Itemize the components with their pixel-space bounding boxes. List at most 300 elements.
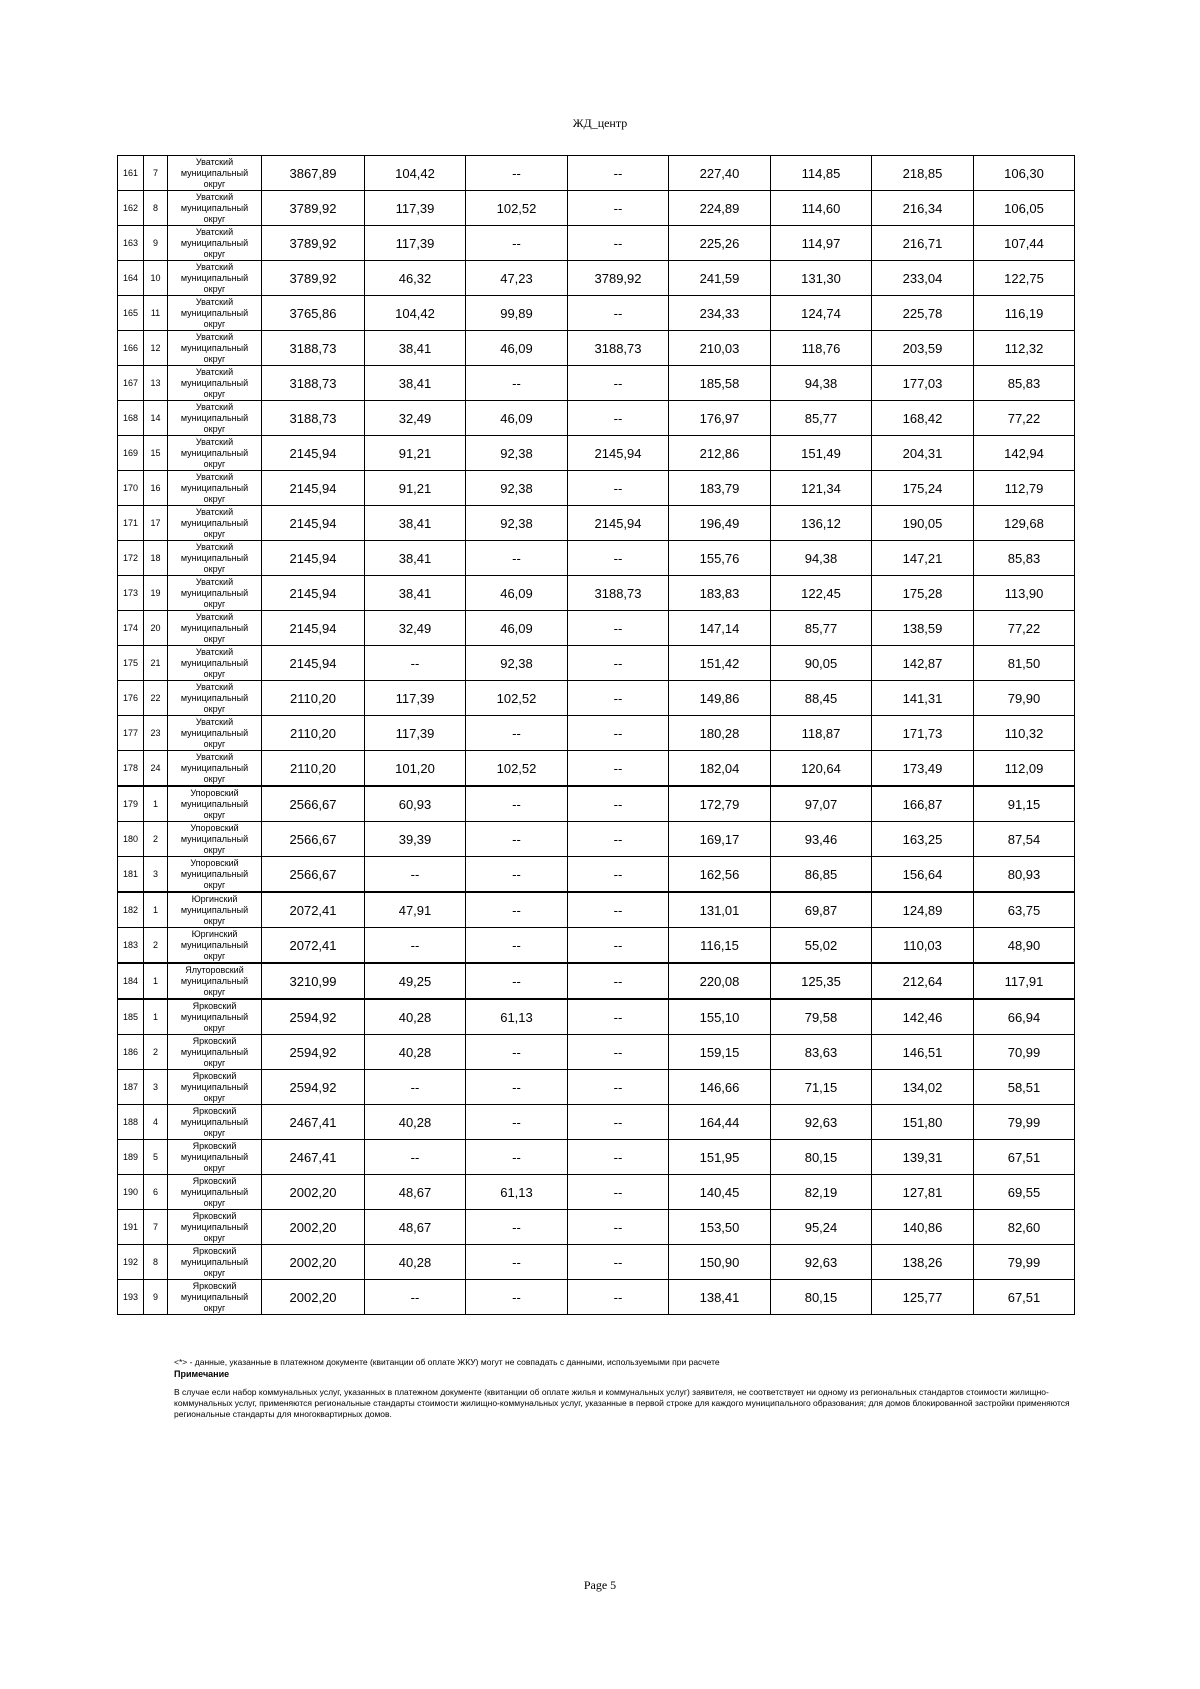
municipality-name-line: муниципальный bbox=[180, 447, 249, 458]
row-number-cell: 186 bbox=[118, 1035, 144, 1070]
row-number-cell: 174 bbox=[118, 611, 144, 646]
value-cell: 127,81 bbox=[872, 1175, 974, 1210]
value-cell: -- bbox=[365, 1070, 466, 1105]
value-cell: 3188,73 bbox=[262, 366, 365, 401]
municipality-name-line: муниципальный bbox=[180, 272, 249, 283]
sub-number-cell: 8 bbox=[144, 1245, 168, 1280]
municipality-name-line: Ярковский bbox=[192, 1105, 237, 1116]
value-cell: -- bbox=[568, 857, 669, 893]
value-cell: 79,99 bbox=[974, 1245, 1075, 1280]
table-row bbox=[118, 261, 1075, 296]
municipality-name-line: муниципальный bbox=[180, 904, 249, 915]
value-cell: 91,21 bbox=[365, 471, 466, 506]
municipality-cell bbox=[168, 261, 262, 296]
value-cell: 149,86 bbox=[669, 681, 771, 716]
row-number-cell: 189 bbox=[118, 1140, 144, 1175]
row-number-cell: 168 bbox=[118, 401, 144, 436]
row-number-cell: 179 bbox=[118, 786, 144, 822]
value-cell: 2145,94 bbox=[262, 436, 365, 471]
value-cell: -- bbox=[568, 928, 669, 964]
value-cell: 2145,94 bbox=[262, 541, 365, 576]
municipality-cell bbox=[168, 646, 262, 681]
value-cell: -- bbox=[466, 963, 568, 999]
municipality-cell bbox=[168, 1035, 262, 1070]
municipality-cell bbox=[168, 401, 262, 436]
municipality-name-line: Ялуторовский bbox=[185, 964, 244, 975]
value-cell: 80,93 bbox=[974, 857, 1075, 893]
row-number-cell: 169 bbox=[118, 436, 144, 471]
value-cell: 118,87 bbox=[771, 716, 872, 751]
value-cell: -- bbox=[466, 1210, 568, 1245]
sub-number-cell: 24 bbox=[144, 751, 168, 787]
municipality-cell bbox=[168, 191, 262, 226]
sub-number-cell: 1 bbox=[144, 786, 168, 822]
note-body: В случае если набор коммунальных услуг, указанных в платежном документе (квитанции об оплате жилья и коммунальных услуг) заявителя, не соответствует ни одному из региональных стандартов стоимости жилищно-коммунальных услуг, применяются региональные стандарты стоимости жилищно-коммунальных услуг, указанные в первой строке для каждого муниципального образования; для домов блокированной застройки применяются региональные стандарты для многоквартирных домов. bbox=[174, 1387, 1070, 1419]
value-cell: 2072,41 bbox=[262, 928, 365, 964]
table-row bbox=[118, 1210, 1075, 1245]
municipality-name-line: Ярковский bbox=[192, 1245, 237, 1256]
municipality-name-line: Уватский bbox=[195, 541, 234, 552]
value-cell: 138,26 bbox=[872, 1245, 974, 1280]
value-cell: 2110,20 bbox=[262, 716, 365, 751]
municipality-name-line: муниципальный bbox=[180, 1011, 249, 1022]
value-cell: 91,15 bbox=[974, 786, 1075, 822]
value-cell: 92,63 bbox=[771, 1105, 872, 1140]
value-cell: -- bbox=[466, 1280, 568, 1315]
value-cell: 2594,92 bbox=[262, 1070, 365, 1105]
value-cell: 2594,92 bbox=[262, 1035, 365, 1070]
row-number-cell: 170 bbox=[118, 471, 144, 506]
value-cell: 97,07 bbox=[771, 786, 872, 822]
value-cell: -- bbox=[365, 646, 466, 681]
value-cell: -- bbox=[466, 1035, 568, 1070]
value-cell: 94,38 bbox=[771, 366, 872, 401]
sub-number-cell: 11 bbox=[144, 296, 168, 331]
municipality-name-line: округ bbox=[203, 1267, 226, 1278]
value-cell: -- bbox=[568, 226, 669, 261]
municipality-cell bbox=[168, 963, 262, 999]
value-cell: 172,79 bbox=[669, 786, 771, 822]
sub-number-cell: 21 bbox=[144, 646, 168, 681]
municipality-name-line: муниципальный bbox=[180, 1046, 249, 1057]
value-cell: 55,02 bbox=[771, 928, 872, 964]
municipality-name-line: муниципальный bbox=[180, 1151, 249, 1162]
municipality-name-line: Юргинский bbox=[191, 928, 238, 939]
value-cell: 3789,92 bbox=[262, 226, 365, 261]
municipality-name-line: муниципальный bbox=[180, 1291, 249, 1302]
municipality-name-line: округ bbox=[203, 213, 226, 224]
row-number-cell: 163 bbox=[118, 226, 144, 261]
value-cell: -- bbox=[568, 1175, 669, 1210]
value-cell: 142,46 bbox=[872, 999, 974, 1035]
municipality-name-line: Ярковский bbox=[192, 1280, 237, 1291]
table-row bbox=[118, 857, 1075, 893]
value-cell: 117,39 bbox=[365, 716, 466, 751]
municipality-name-line: муниципальный bbox=[180, 202, 249, 213]
municipality-name-line: Ярковский bbox=[192, 1175, 237, 1186]
table-row bbox=[118, 576, 1075, 611]
value-cell: 86,85 bbox=[771, 857, 872, 893]
table-body bbox=[118, 156, 1075, 1315]
value-cell: 102,52 bbox=[466, 681, 568, 716]
value-cell: 139,31 bbox=[872, 1140, 974, 1175]
value-cell: 134,02 bbox=[872, 1070, 974, 1105]
municipality-name-line: муниципальный bbox=[180, 517, 249, 528]
value-cell: 92,63 bbox=[771, 1245, 872, 1280]
value-cell: 153,50 bbox=[669, 1210, 771, 1245]
value-cell: 196,49 bbox=[669, 506, 771, 541]
value-cell: 71,15 bbox=[771, 1070, 872, 1105]
row-number-cell: 191 bbox=[118, 1210, 144, 1245]
value-cell: 125,35 bbox=[771, 963, 872, 999]
municipality-name-line: Уватский bbox=[195, 191, 234, 202]
municipality-name-line: округ bbox=[203, 388, 226, 399]
table-row bbox=[118, 751, 1075, 787]
table-row bbox=[118, 963, 1075, 999]
value-cell: 241,59 bbox=[669, 261, 771, 296]
row-number-cell: 185 bbox=[118, 999, 144, 1035]
value-cell: 117,39 bbox=[365, 191, 466, 226]
municipality-cell bbox=[168, 1140, 262, 1175]
value-cell: 40,28 bbox=[365, 999, 466, 1035]
municipality-name-line: Уватский bbox=[195, 436, 234, 447]
municipality-name-line: округ bbox=[203, 318, 226, 329]
value-cell: 140,45 bbox=[669, 1175, 771, 1210]
municipality-name-line: округ bbox=[203, 1022, 226, 1033]
value-cell: 142,94 bbox=[974, 436, 1075, 471]
value-cell: 166,87 bbox=[872, 786, 974, 822]
value-cell: 2467,41 bbox=[262, 1140, 365, 1175]
value-cell: 173,49 bbox=[872, 751, 974, 787]
municipality-name-line: муниципальный bbox=[180, 377, 249, 388]
value-cell: -- bbox=[365, 857, 466, 893]
value-cell: 212,64 bbox=[872, 963, 974, 999]
value-cell: -- bbox=[568, 999, 669, 1035]
municipality-cell bbox=[168, 156, 262, 191]
value-cell: -- bbox=[466, 892, 568, 928]
municipality-name-line: муниципальный bbox=[180, 167, 249, 178]
sub-number-cell: 14 bbox=[144, 401, 168, 436]
value-cell: 90,05 bbox=[771, 646, 872, 681]
value-cell: 112,32 bbox=[974, 331, 1075, 366]
municipality-name-line: округ bbox=[203, 703, 226, 714]
municipality-name-line: муниципальный bbox=[180, 657, 249, 668]
value-cell: 92,38 bbox=[466, 506, 568, 541]
value-cell: 183,79 bbox=[669, 471, 771, 506]
municipality-name-line: округ bbox=[203, 598, 226, 609]
value-cell: 3789,92 bbox=[262, 261, 365, 296]
value-cell: 118,76 bbox=[771, 331, 872, 366]
municipality-name-line: муниципальный bbox=[180, 307, 249, 318]
value-cell: 225,26 bbox=[669, 226, 771, 261]
value-cell: -- bbox=[568, 786, 669, 822]
sub-number-cell: 4 bbox=[144, 1105, 168, 1140]
value-cell: 138,41 bbox=[669, 1280, 771, 1315]
value-cell: 169,17 bbox=[669, 822, 771, 857]
value-cell: 102,52 bbox=[466, 751, 568, 787]
value-cell: 80,15 bbox=[771, 1140, 872, 1175]
value-cell: -- bbox=[568, 963, 669, 999]
value-cell: 83,63 bbox=[771, 1035, 872, 1070]
value-cell: -- bbox=[568, 471, 669, 506]
value-cell: 3789,92 bbox=[262, 191, 365, 226]
municipality-cell bbox=[168, 1175, 262, 1210]
value-cell: 77,22 bbox=[974, 611, 1075, 646]
value-cell: 2002,20 bbox=[262, 1175, 365, 1210]
value-cell: 48,67 bbox=[365, 1210, 466, 1245]
value-cell: 2110,20 bbox=[262, 681, 365, 716]
value-cell: 3765,86 bbox=[262, 296, 365, 331]
row-number-cell: 184 bbox=[118, 963, 144, 999]
value-cell: 2566,67 bbox=[262, 857, 365, 893]
row-number-cell: 181 bbox=[118, 857, 144, 893]
table-row bbox=[118, 822, 1075, 857]
value-cell: -- bbox=[466, 1245, 568, 1280]
value-cell: 66,94 bbox=[974, 999, 1075, 1035]
value-cell: 87,54 bbox=[974, 822, 1075, 857]
value-cell: 107,44 bbox=[974, 226, 1075, 261]
municipality-name-line: Ярковский bbox=[192, 1140, 237, 1151]
table-row bbox=[118, 471, 1075, 506]
municipality-name-line: округ bbox=[203, 1092, 226, 1103]
value-cell: -- bbox=[466, 822, 568, 857]
municipality-cell bbox=[168, 471, 262, 506]
sub-number-cell: 17 bbox=[144, 506, 168, 541]
value-cell: 162,56 bbox=[669, 857, 771, 893]
value-cell: -- bbox=[568, 716, 669, 751]
row-number-cell: 176 bbox=[118, 681, 144, 716]
value-cell: 79,90 bbox=[974, 681, 1075, 716]
value-cell: 2145,94 bbox=[568, 436, 669, 471]
municipality-name-line: Уватский bbox=[195, 331, 234, 342]
municipality-name-line: муниципальный bbox=[180, 939, 249, 950]
value-cell: -- bbox=[568, 296, 669, 331]
municipality-name-line: округ bbox=[203, 773, 226, 784]
value-cell: 46,09 bbox=[466, 576, 568, 611]
value-cell: 234,33 bbox=[669, 296, 771, 331]
value-cell: 122,45 bbox=[771, 576, 872, 611]
municipality-name-line: округ bbox=[203, 248, 226, 259]
sub-number-cell: 3 bbox=[144, 1070, 168, 1105]
value-cell: 151,42 bbox=[669, 646, 771, 681]
value-cell: -- bbox=[466, 366, 568, 401]
value-cell: -- bbox=[466, 1070, 568, 1105]
municipality-name-line: муниципальный bbox=[180, 622, 249, 633]
value-cell: 3789,92 bbox=[568, 261, 669, 296]
sub-number-cell: 22 bbox=[144, 681, 168, 716]
value-cell: 156,64 bbox=[872, 857, 974, 893]
sub-number-cell: 2 bbox=[144, 928, 168, 964]
municipality-name-line: муниципальный bbox=[180, 1116, 249, 1127]
sub-number-cell: 12 bbox=[144, 331, 168, 366]
value-cell: 125,77 bbox=[872, 1280, 974, 1315]
municipality-name-line: Юргинский bbox=[191, 893, 238, 904]
value-cell: 40,28 bbox=[365, 1245, 466, 1280]
value-cell: 2145,94 bbox=[262, 611, 365, 646]
value-cell: 106,30 bbox=[974, 156, 1075, 191]
value-cell: 3210,99 bbox=[262, 963, 365, 999]
table-row bbox=[118, 436, 1075, 471]
standards-table bbox=[117, 155, 1075, 1315]
row-number-cell: 165 bbox=[118, 296, 144, 331]
value-cell: 88,45 bbox=[771, 681, 872, 716]
value-cell: 104,42 bbox=[365, 296, 466, 331]
value-cell: -- bbox=[568, 1070, 669, 1105]
value-cell: 146,51 bbox=[872, 1035, 974, 1070]
sub-number-cell: 6 bbox=[144, 1175, 168, 1210]
value-cell: 121,34 bbox=[771, 471, 872, 506]
value-cell: 155,76 bbox=[669, 541, 771, 576]
municipality-name-line: Уватский bbox=[195, 401, 234, 412]
value-cell: -- bbox=[568, 1245, 669, 1280]
municipality-cell bbox=[168, 1245, 262, 1280]
municipality-name-line: округ bbox=[203, 1162, 226, 1173]
municipality-name-line: округ bbox=[203, 1057, 226, 1068]
table-row bbox=[118, 999, 1075, 1035]
sub-number-cell: 16 bbox=[144, 471, 168, 506]
value-cell: 112,79 bbox=[974, 471, 1075, 506]
table-row bbox=[118, 1035, 1075, 1070]
municipality-name-line: Уватский bbox=[195, 681, 234, 692]
row-number-cell: 178 bbox=[118, 751, 144, 787]
municipality-name-line: округ bbox=[203, 283, 226, 294]
value-cell: 218,85 bbox=[872, 156, 974, 191]
municipality-name-line: округ bbox=[203, 1302, 226, 1313]
value-cell: 151,49 bbox=[771, 436, 872, 471]
municipality-name-line: округ bbox=[203, 915, 226, 926]
table-row bbox=[118, 366, 1075, 401]
value-cell: 38,41 bbox=[365, 506, 466, 541]
sub-number-cell: 18 bbox=[144, 541, 168, 576]
value-cell: 114,85 bbox=[771, 156, 872, 191]
table-row bbox=[118, 506, 1075, 541]
value-cell: 2145,94 bbox=[262, 576, 365, 611]
value-cell: 69,87 bbox=[771, 892, 872, 928]
municipality-name-line: Ярковский bbox=[192, 1000, 237, 1011]
value-cell: 155,10 bbox=[669, 999, 771, 1035]
value-cell: 177,03 bbox=[872, 366, 974, 401]
municipality-name-line: муниципальный bbox=[180, 1256, 249, 1267]
table-row bbox=[118, 786, 1075, 822]
value-cell: 140,86 bbox=[872, 1210, 974, 1245]
value-cell: 61,13 bbox=[466, 1175, 568, 1210]
municipality-name-line: округ bbox=[203, 668, 226, 679]
municipality-name-line: Ярковский bbox=[192, 1035, 237, 1046]
value-cell: 212,86 bbox=[669, 436, 771, 471]
value-cell: 150,90 bbox=[669, 1245, 771, 1280]
row-number-cell: 175 bbox=[118, 646, 144, 681]
value-cell: 180,28 bbox=[669, 716, 771, 751]
value-cell: 70,99 bbox=[974, 1035, 1075, 1070]
value-cell: 3188,73 bbox=[568, 331, 669, 366]
value-cell: -- bbox=[568, 646, 669, 681]
row-number-cell: 164 bbox=[118, 261, 144, 296]
value-cell: -- bbox=[568, 822, 669, 857]
value-cell: 224,89 bbox=[669, 191, 771, 226]
municipality-name-line: муниципальный bbox=[180, 1221, 249, 1232]
municipality-name-line: муниципальный bbox=[180, 762, 249, 773]
value-cell: -- bbox=[466, 716, 568, 751]
sub-number-cell: 5 bbox=[144, 1140, 168, 1175]
table-row bbox=[118, 1105, 1075, 1140]
municipality-name-line: Уватский bbox=[195, 716, 234, 727]
value-cell: 46,09 bbox=[466, 401, 568, 436]
municipality-name-line: округ bbox=[203, 1197, 226, 1208]
value-cell: 32,49 bbox=[365, 401, 466, 436]
value-cell: 216,34 bbox=[872, 191, 974, 226]
value-cell: 122,75 bbox=[974, 261, 1075, 296]
row-number-cell: 167 bbox=[118, 366, 144, 401]
municipality-name-line: Уватский bbox=[195, 471, 234, 482]
value-cell: 225,78 bbox=[872, 296, 974, 331]
value-cell: 182,04 bbox=[669, 751, 771, 787]
municipality-cell bbox=[168, 226, 262, 261]
value-cell: 168,42 bbox=[872, 401, 974, 436]
municipality-name-line: Ярковский bbox=[192, 1210, 237, 1221]
value-cell: -- bbox=[568, 1280, 669, 1315]
value-cell: 114,60 bbox=[771, 191, 872, 226]
value-cell: 2002,20 bbox=[262, 1280, 365, 1315]
value-cell: 85,83 bbox=[974, 541, 1075, 576]
municipality-cell bbox=[168, 892, 262, 928]
value-cell: 114,97 bbox=[771, 226, 872, 261]
municipality-name-line: округ bbox=[203, 563, 226, 574]
value-cell: 81,50 bbox=[974, 646, 1075, 681]
value-cell: 94,38 bbox=[771, 541, 872, 576]
value-cell: 92,38 bbox=[466, 646, 568, 681]
table-row bbox=[118, 226, 1075, 261]
value-cell: -- bbox=[568, 156, 669, 191]
row-number-cell: 188 bbox=[118, 1105, 144, 1140]
value-cell: 124,89 bbox=[872, 892, 974, 928]
municipality-name-line: округ bbox=[203, 423, 226, 434]
municipality-name-line: округ bbox=[203, 950, 226, 961]
value-cell: 38,41 bbox=[365, 366, 466, 401]
sub-number-cell: 1 bbox=[144, 892, 168, 928]
footnote: <*> - данные, указанные в платежном документе (квитанции об оплате ЖКУ) могут не совпадать с данными, используемыми при расчете bbox=[174, 1357, 720, 1367]
value-cell: 92,38 bbox=[466, 471, 568, 506]
sub-number-cell: 19 bbox=[144, 576, 168, 611]
sub-number-cell: 7 bbox=[144, 156, 168, 191]
notes-section bbox=[174, 1357, 1074, 1420]
value-cell: 171,73 bbox=[872, 716, 974, 751]
value-cell: -- bbox=[568, 541, 669, 576]
note-title: Примечание bbox=[174, 1369, 230, 1379]
value-cell: -- bbox=[365, 928, 466, 964]
value-cell: 63,75 bbox=[974, 892, 1075, 928]
value-cell: 2145,94 bbox=[262, 471, 365, 506]
table-row bbox=[118, 1175, 1075, 1210]
municipality-name-line: муниципальный bbox=[180, 1186, 249, 1197]
value-cell: 164,44 bbox=[669, 1105, 771, 1140]
value-cell: 183,83 bbox=[669, 576, 771, 611]
municipality-name-line: округ bbox=[203, 1127, 226, 1138]
value-cell: 2566,67 bbox=[262, 786, 365, 822]
sub-number-cell: 9 bbox=[144, 1280, 168, 1315]
value-cell: 106,05 bbox=[974, 191, 1075, 226]
value-cell: -- bbox=[466, 857, 568, 893]
value-cell: 147,21 bbox=[872, 541, 974, 576]
municipality-name-line: округ bbox=[203, 528, 226, 539]
table-row bbox=[118, 1245, 1075, 1280]
value-cell: 49,25 bbox=[365, 963, 466, 999]
value-cell: 3188,73 bbox=[262, 401, 365, 436]
municipality-name-line: округ bbox=[203, 879, 226, 890]
table-row bbox=[118, 611, 1075, 646]
municipality-name-line: округ bbox=[203, 1232, 226, 1243]
sub-number-cell: 1 bbox=[144, 999, 168, 1035]
row-number-cell: 190 bbox=[118, 1175, 144, 1210]
